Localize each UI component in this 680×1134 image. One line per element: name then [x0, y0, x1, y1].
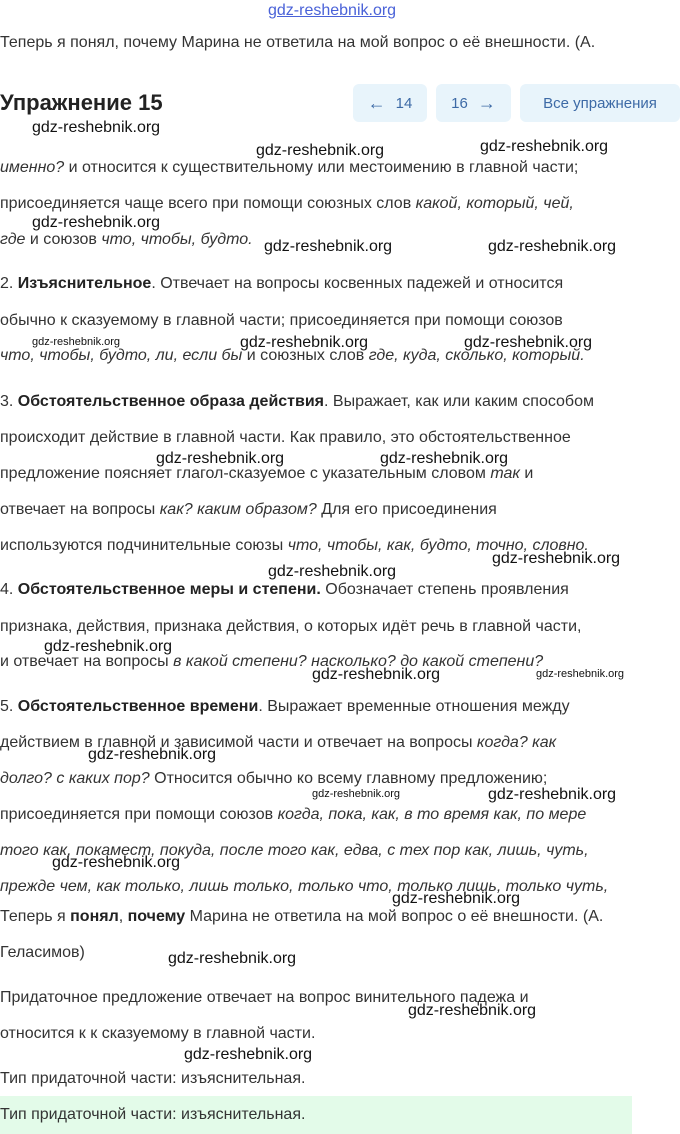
- exercise-author: Геласимов): [0, 944, 85, 961]
- watermark: gdz-reshebnik.org: [32, 214, 161, 231]
- watermark: gdz-reshebnik.org: [480, 138, 609, 155]
- theory-line: признака, действия, признака действия, о которых идёт речь в главной части,: [0, 618, 582, 635]
- all-exercises-label: Все упражнения: [543, 94, 657, 112]
- next-exercise-label: 16: [451, 94, 468, 112]
- theory-line: используются подчинительные союзы что, чтобы, как, будто, точно, словно.: [0, 537, 589, 554]
- watermark: gdz-reshebnik.org: [488, 786, 617, 803]
- watermark: gdz-reshebnik.org: [408, 1002, 537, 1019]
- watermark: gdz-reshebnik.org: [32, 119, 161, 136]
- watermark: gdz-reshebnik.org: [240, 334, 369, 351]
- watermark: gdz-reshebnik.org: [492, 550, 621, 567]
- theory-line: именно? и относится к существительному или местоимению в главной части;: [0, 159, 579, 176]
- watermark: gdz-reshebnik.org: [264, 238, 393, 255]
- theory-line: что, чтобы, будто, ли, если бы и союзных слов где, куда, сколько, который.: [0, 347, 585, 364]
- watermark: gdz-reshebnik.org: [312, 666, 441, 683]
- watermark: gdz-reshebnik.org: [312, 788, 401, 800]
- prev-exercise-button[interactable]: [353, 84, 427, 122]
- answer-box: [0, 1096, 632, 1134]
- previous-exercise-sentence: Теперь я понял, почему Марина не ответила на мой вопрос о её внешности. (А.: [0, 34, 596, 51]
- prev-exercise-label: 14: [395, 94, 413, 112]
- theory-line: долго? с каких пор? Относится обычно ко всему главному предложению;: [0, 770, 548, 787]
- explanation-line: Придаточное предложение отвечает на вопрос винительного падежа и: [0, 989, 529, 1006]
- watermark: gdz-reshebnik.org: [256, 142, 385, 159]
- watermark: gdz-reshebnik.org: [536, 668, 625, 680]
- watermark: gdz-reshebnik.org: [156, 450, 285, 467]
- explanation-line: относится к к сказуемому в главной части.: [0, 1025, 316, 1042]
- theory-line: обычно к сказуемому в главной части; присоединяется при помощи союзов: [0, 312, 563, 329]
- theory-line: присоединяется чаще всего при помощи союзных слов какой, который, чей,: [0, 195, 574, 212]
- theory-line: предложение поясняет глагол-сказуемое с указательным словом так и: [0, 465, 534, 482]
- watermark: gdz-reshebnik.org: [184, 1046, 313, 1063]
- all-exercises-button[interactable]: [520, 84, 680, 122]
- theory-line: происходит действие в главной части. Как правило, это обстоятельственное: [0, 429, 571, 446]
- theory-line: того как, покамест, покуда, после того как, едва, с тех пор как, лишь, чуть,: [0, 842, 589, 859]
- watermark: gdz-reshebnik.org: [464, 334, 593, 351]
- watermark: gdz-reshebnik.org: [268, 563, 397, 580]
- watermark: gdz-reshebnik.org: [168, 950, 297, 967]
- watermark: gdz-reshebnik.org: [392, 890, 521, 907]
- watermark: gdz-reshebnik.org: [44, 638, 173, 655]
- theory-line: 2. Изъяснительное. Отвечает на вопросы косвенных падежей и относится: [0, 275, 564, 292]
- watermark: gdz-reshebnik.org: [88, 746, 217, 763]
- clause-type-line: Тип придаточной части: изъяснительная.: [0, 1070, 306, 1087]
- arrow-right-icon: →: [477, 93, 496, 113]
- arrow-left-icon: ←: [367, 93, 386, 113]
- theory-line: присоединяется при помощи союзов когда, пока, как, в то время как, по мере: [0, 806, 587, 823]
- site-link[interactable]: gdz-reshebnik.org: [268, 2, 397, 19]
- watermark: gdz-reshebnik.org: [32, 336, 121, 348]
- watermark: gdz-reshebnik.org: [52, 854, 181, 871]
- theory-line: 4. Обстоятельственное меры и степени. Обозначает степень проявления: [0, 581, 569, 598]
- answer-text: Тип придаточной части: изъяснительная.: [0, 1106, 306, 1123]
- page-title: Упражнение 15: [0, 90, 163, 115]
- watermark: gdz-reshebnik.org: [488, 238, 617, 255]
- theory-line: 3. Обстоятельственное образа действия. Выражает, как или каким способом: [0, 393, 594, 410]
- exercise-sentence: Теперь я понял, почему Марина не ответила на мой вопрос о её внешности. (А.: [0, 908, 604, 925]
- theory-line: где и союзов что, чтобы, будто.: [0, 231, 253, 248]
- theory-line: и отвечает на вопросы в какой степени? насколько? до какой степени?: [0, 653, 544, 670]
- theory-line: прежде чем, как только, лишь только, только что, только лишь, только чуть,: [0, 878, 609, 895]
- theory-line: отвечает на вопросы как? каким образом? Для его присоединения: [0, 501, 497, 518]
- next-exercise-button[interactable]: [436, 84, 511, 122]
- theory-line: действием в главной и зависимой части и отвечает на вопросы когда? как: [0, 734, 557, 751]
- watermark: gdz-reshebnik.org: [380, 450, 509, 467]
- theory-line: 5. Обстоятельственное времени. Выражает временные отношения между: [0, 698, 570, 715]
